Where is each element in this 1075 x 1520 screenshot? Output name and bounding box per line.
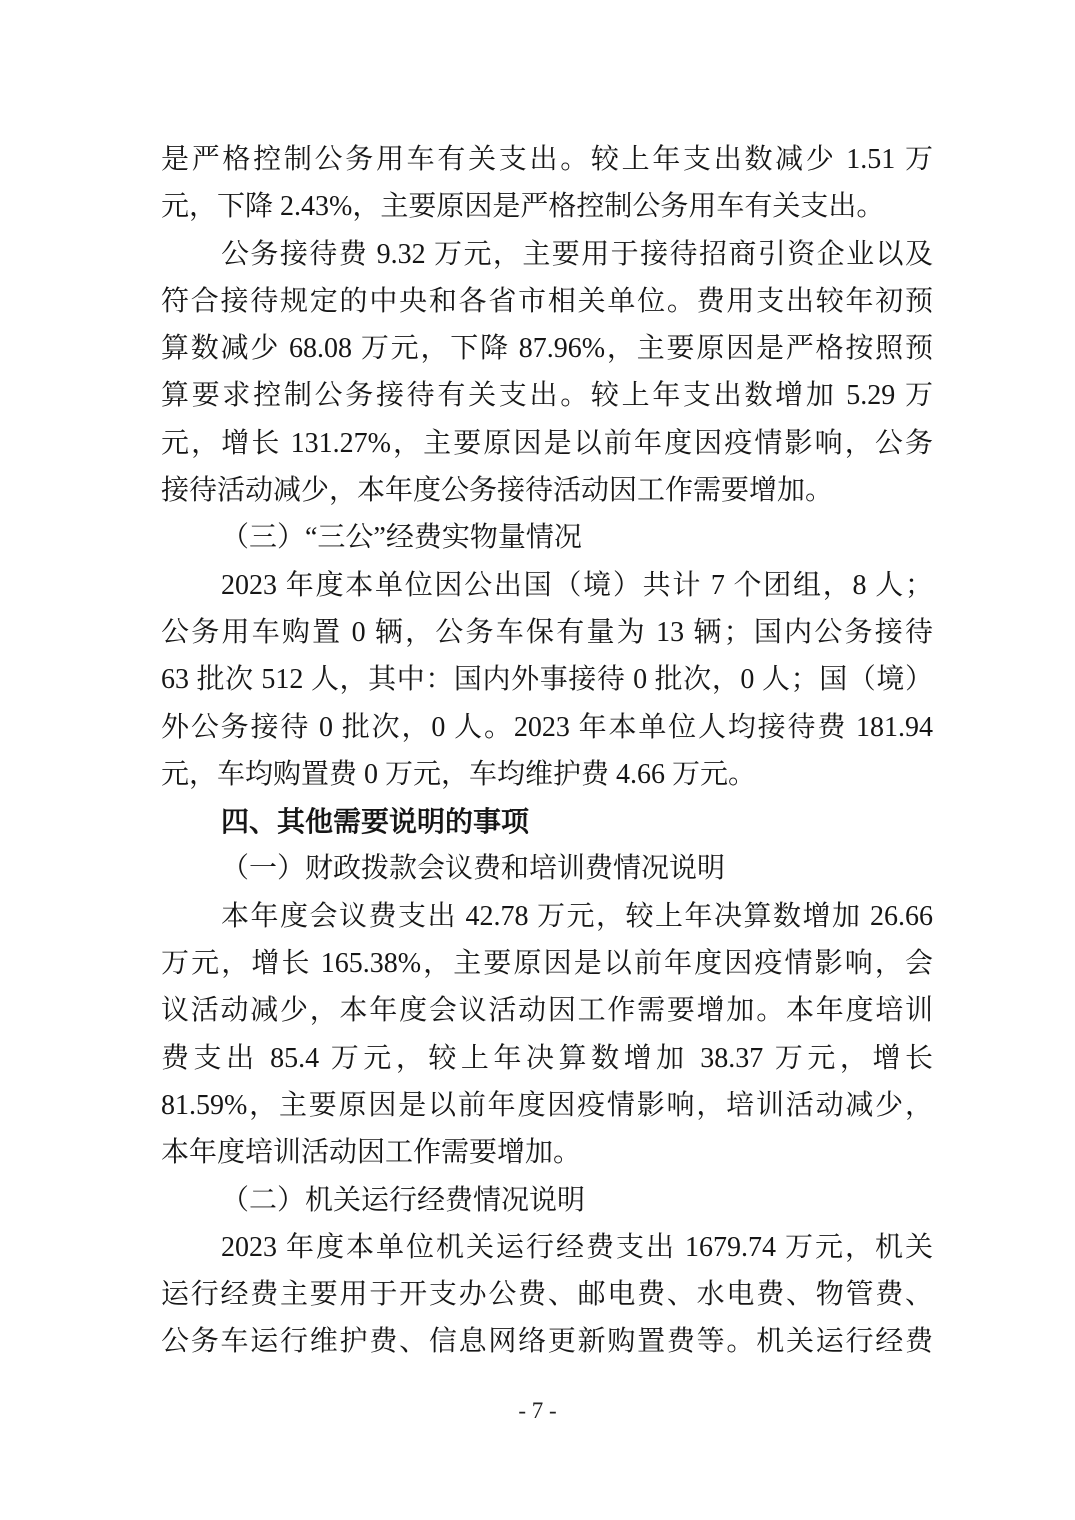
- text-line: 元，增长 131.27%，主要原因是以前年度因疫情影响，公务: [161, 427, 933, 459]
- text-line: 算要求控制公务接待有关支出。较上年支出数增加 5.29 万: [161, 380, 933, 412]
- text-line: 运行经费主要用于开支办公费、邮电费、水电费、物管费、: [161, 1279, 933, 1311]
- text-line: 万元，增长 165.38%，主要原因是以前年度因疫情影响，会: [161, 948, 933, 980]
- text-block: [161, 136, 933, 1366]
- text-line: 接待活动减少，本年度公务接待活动因工作需要增加。: [161, 475, 834, 507]
- heading-part-4-other-matters: 四、其他需要说明的事项: [221, 806, 530, 838]
- text-line: 公务接待费 9.32 万元，主要用于接待招商引资企业以及: [221, 238, 933, 270]
- text-line: 元，下降 2.43%，主要原因是严格控制公务用车有关支出。: [161, 191, 885, 223]
- heading-section-2-agency-operating-funds: （二）机关运行经费情况说明: [221, 1184, 586, 1216]
- text-line: 2023 年度本单位因公出国（境）共计 7 个团组，8 人；: [221, 569, 933, 601]
- text-line: 议活动减少，本年度会议活动因工作需要增加。本年度培训: [161, 995, 933, 1027]
- text-line: 本年度培训活动因工作需要增加。: [161, 1137, 582, 1169]
- heading-section-1-meeting-training-fees: （一）财政拨款会议费和培训费情况说明: [221, 853, 726, 885]
- text-line: 算数减少 68.08 万元，下降 87.96%，主要原因是严格按照预: [161, 333, 933, 365]
- text-line: 本年度会议费支出 42.78 万元，较上年决算数增加 26.66: [221, 900, 933, 932]
- text-line: 公务车运行维护费、信息网络更新购置费等。机关运行经费: [161, 1326, 933, 1358]
- text-line: 是严格控制公务用车有关支出。较上年支出数减少 1.51 万: [161, 144, 933, 175]
- text-line: 外公务接待 0 批次，0 人。2023 年本单位人均接待费 181.94: [161, 711, 933, 743]
- text-line: 元，车均购置费 0 万元，车均维护费 4.66 万元。: [161, 758, 757, 790]
- text-line: 符合接待规定的中央和各省市相关单位。费用支出较年初预: [161, 285, 933, 317]
- heading-section-3-three-public-funds: （三）“三公”经费实物量情况: [221, 522, 582, 554]
- text-line: 费支出 85.4 万元，较上年决算数增加 38.37 万元，增长: [161, 1042, 933, 1074]
- text-line: 2023 年度本单位机关运行经费支出 1679.74 万元，机关: [221, 1231, 933, 1263]
- text-line: 公务用车购置 0 辆，公务车保有量为 13 辆；国内公务接待: [161, 616, 933, 648]
- text-line: 81.59%，主要原因是以前年度因疫情影响，培训活动减少，: [161, 1089, 933, 1121]
- page-number: - 7 -: [518, 1398, 557, 1423]
- text-line: 63 批次 512 人，其中：国内外事接待 0 批次，0 人；国（境）: [161, 664, 933, 696]
